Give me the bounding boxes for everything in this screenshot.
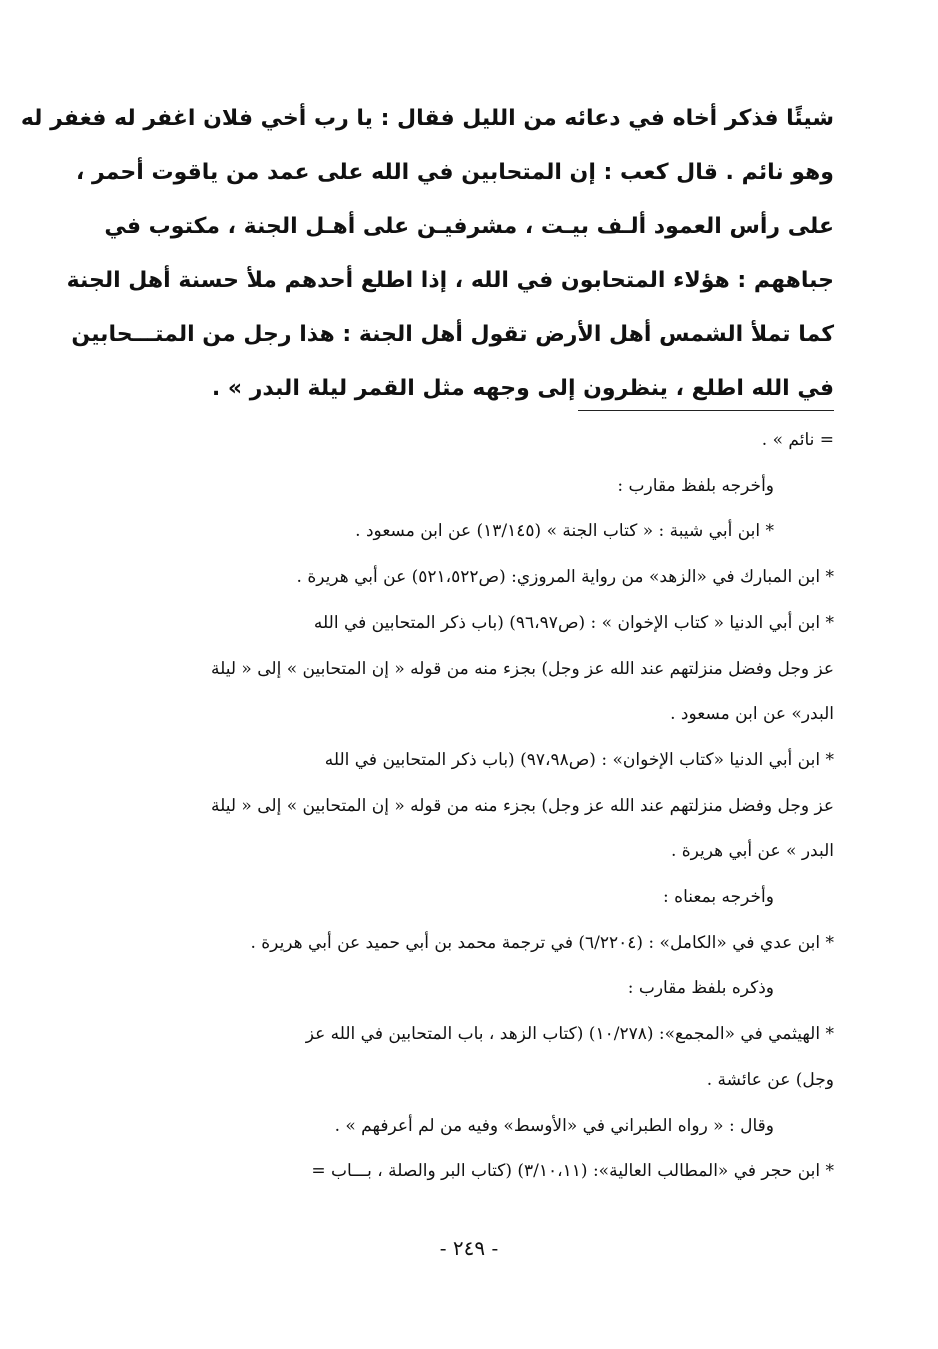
main-text-line: شيئًا فذكر أخاه في دعائه من الليل فقال : يا رب أخي فلان اغفر له فغفر له bbox=[20, 106, 834, 131]
footnote-divider bbox=[578, 410, 834, 411]
footnote-line: * ابن أبي الدنيا « كتاب الإخوان » : (ص٩٦،٩٧) (باب ذكر المتحابين في الله bbox=[313, 612, 834, 633]
footnotes bbox=[134, 418, 834, 1195]
footnote-line: وقال : « رواه الطبراني في «الأوسط» وفيه من لم أعرفهم » . bbox=[334, 1115, 774, 1136]
footnote-line: وجل) عن عائشة . bbox=[706, 1069, 834, 1090]
footnote-line: عز وجل وفضل منزلتهم عند الله عز وجل) بجزء منه من قوله « إن المتحابين » إلى « ليلة bbox=[210, 658, 834, 679]
main-text-line: كما تملأ الشمس أهل الأرض تقول أهل الجنة : هذا رجل من المتـــحابين bbox=[71, 322, 834, 347]
main-text-line: في الله اطلع ، ينظرون إلى وجهه مثل القمر ليلة البدر » . bbox=[211, 376, 834, 401]
main-text-line: على رأس العمود ألـف بيـت ، مشرفيـن على أهـل الجنة ، مكتوب في bbox=[104, 214, 834, 239]
footnote-line: البدر» عن ابن مسعود . bbox=[670, 704, 834, 725]
footnote-line: * الهيثمي في «المجمع»: (١٠/٢٧٨) (كتاب الزهد ، باب المتحابين في الله عز bbox=[305, 1024, 834, 1045]
footnote-line: * ابن أبي الدنيا «كتاب الإخوان» : (ص٩٧،٩٨) (باب ذكر المتحابين في الله bbox=[324, 749, 834, 770]
footnote-line: * ابن حجر في «المطالب العالية»: (٣/١٠،١١) (كتاب البر والصلة ، بـــاب = bbox=[311, 1161, 834, 1182]
footnote-line: وأخرجه بمعناه : bbox=[663, 887, 774, 908]
page-number: - ٢٤٩ - bbox=[439, 1236, 499, 1260]
footnote-line: وذكره بلفظ مقارب : bbox=[627, 978, 774, 999]
main-text bbox=[20, 92, 834, 416]
footnote-line: * ابن عدي في «الكامل» : (٦/٢٢٠٤) في ترجمة محمد بن أبي حميد عن أبي هريرة . bbox=[250, 932, 834, 953]
main-text-line: وهو نائم . قال كعب : إن المتحابين في الله على عمد من ياقوت أحمر ، bbox=[75, 160, 834, 185]
footnote-line: * ابن أبي شيبة : « كتاب الجنة » (١٣/١٤٥) عن ابن مسعود . bbox=[355, 521, 774, 542]
main-text-line: جباههم : هؤلاء المتحابون في الله ، إذا اطلع أحدهم ملأ حسنة أهل الجنة bbox=[66, 268, 834, 293]
footnote-line: وأخرجه بلفظ مقارب : bbox=[617, 475, 774, 496]
footnote-line: عز وجل وفضل منزلتهم عند الله عز وجل) بجزء منه من قوله « إن المتحابين » إلى « ليلة bbox=[210, 795, 834, 816]
footnote-line: البدر » عن أبي هريرة . bbox=[670, 841, 834, 862]
footnote-line: * ابن المبارك في «الزهد» من رواية المروزي: (ص٥٢١،٥٢٢) عن أبي هريرة . bbox=[296, 567, 834, 588]
footnote-line: = نائم » . bbox=[761, 430, 834, 450]
